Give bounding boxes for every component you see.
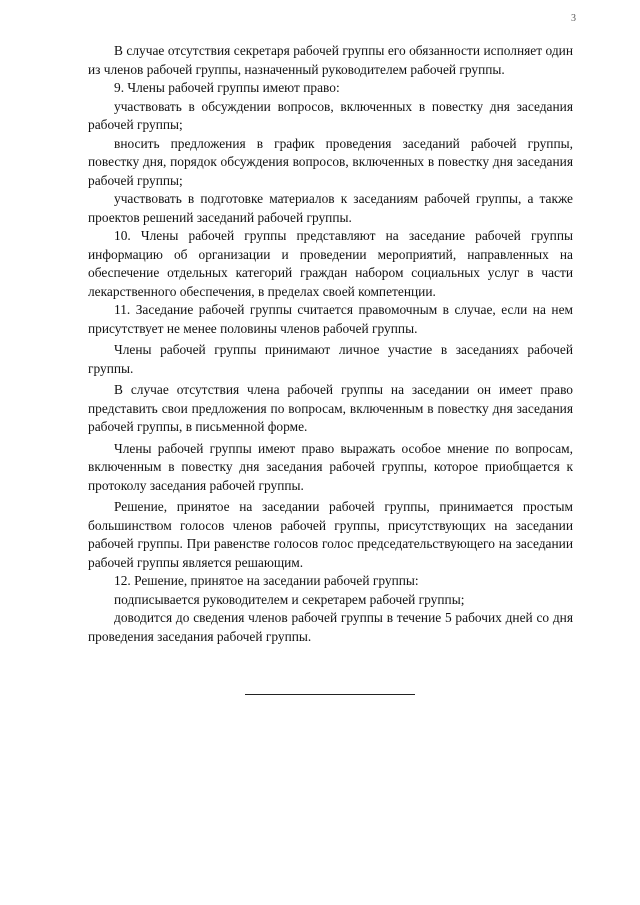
paragraph-decision-majority: Решение, принятое на заседании рабочей группы, принимается простым большинством голосов членов рабочей группы, присутствующих на заседании рабочей группы. При равенстве голосов голос председательствующего на заседании рабочей группы является решающим. — [88, 499, 573, 570]
paragraph-12-heading: 12. Решение, принятое на заседании рабочей группы: — [114, 573, 419, 588]
paragraph-11: 11. Заседание рабочей группы считается правомочным в случае, если на нем присутствует не менее половины членов рабочей группы. — [88, 302, 573, 336]
paragraph-secretary-absence: В случае отсутствия секретаря рабочей группы его обязанности исполняет один из членов рабочей группы, назначенный руководителем рабочей группы. — [88, 43, 573, 77]
paragraph-special-opinion: Члены рабочей группы имеют право выражать особое мнение по вопросам, включенным в повестку дня заседания рабочей группы, которое приобщается к протоколу заседания рабочей группы. — [88, 440, 573, 493]
paragraph-member-absence: В случае отсутствия члена рабочей группы на заседании он имеет право представить свои предложения по вопросам, включенным в повестку дня заседания рабочей группы, в письменной форме. — [88, 382, 573, 434]
page-number: 3 — [571, 13, 576, 24]
document-body — [88, 42, 573, 646]
paragraph-10: 10. Члены рабочей группы представляют на заседание рабочей группы информацию об организации и проведении мероприятий, направленных на обеспечение отдельных категорий граждан набором социальных услуг в части лекарственного обеспечения, в пределах своей компетенции. — [88, 228, 573, 299]
paragraph-9-right-2: вносить предложения в график проведения заседаний рабочей группы, повестку дня, порядок обсуждения вопросов, включенных в повестку дня заседания рабочей группы; — [88, 135, 573, 188]
paragraph-personal-participation: Члены рабочей группы принимают личное участие в заседаниях рабочей группы. — [88, 342, 573, 376]
paragraph-9-right-1: участвовать в обсуждении вопросов, включенных в повестку дня заседания рабочей группы; — [88, 98, 573, 132]
paragraph-9-heading: 9. Члены рабочей группы имеют право: — [114, 80, 340, 95]
paragraph-12-signed: подписывается руководителем и секретарем рабочей группы; — [114, 591, 465, 607]
end-divider-line — [245, 694, 415, 695]
paragraph-9-right-3: участвовать в подготовке материалов к заседаниям рабочей группы, а также проектов решений заседаний рабочей группы. — [88, 191, 573, 225]
paragraph-12-communicated: доводится до сведения членов рабочей группы в течение 5 рабочих дней со дня проведения заседания рабочей группы. — [88, 610, 573, 644]
